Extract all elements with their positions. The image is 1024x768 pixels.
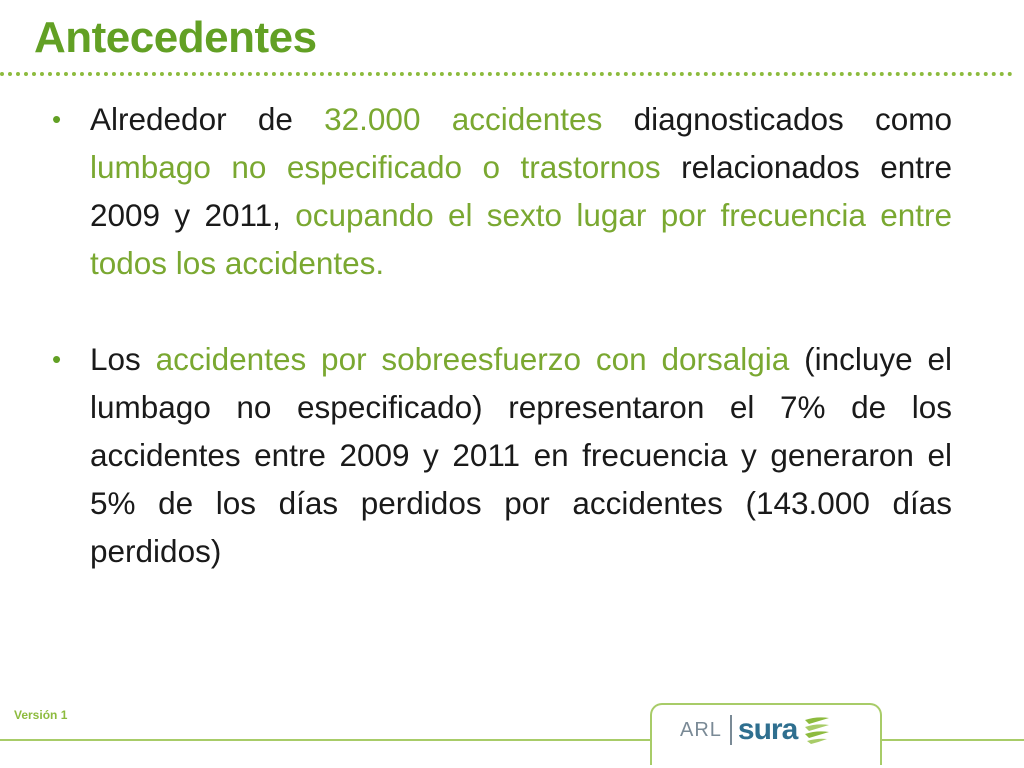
sura-wing-icon (801, 714, 831, 746)
version-label: Versión 1 (14, 708, 68, 722)
logo-sura-text: sura (737, 713, 798, 746)
bullet-text (90, 95, 952, 287)
highlighted-segment: 32.000 accidentes (324, 101, 603, 137)
text-segment: diagnosticados como (602, 101, 953, 137)
slide-title: Antecedentes (34, 13, 317, 62)
bullet-dot-icon: • (52, 104, 62, 134)
highlighted-segment: accidentes por sobreesfuerzo con dorsalgia (155, 341, 790, 377)
highlighted-segment: ocupando el sexto lugar por frecuencia entre todos los accidentes. (90, 197, 952, 281)
logo-arl-text: ARL (680, 718, 722, 741)
bullet-item-2 (52, 335, 952, 575)
arl-sura-logo (680, 712, 831, 748)
title-divider (0, 72, 1013, 76)
bullet-item-1 (52, 95, 952, 287)
text-segment: relacionados entre 2009 y 2011, (90, 149, 952, 233)
bullet-dot-icon: • (52, 344, 62, 374)
bullet-text (90, 335, 952, 575)
text-segment: Los (90, 341, 156, 377)
text-segment: (incluye el lumbago no especificado) representaron el 7% de los accidentes entre 2009 y 2011 en frecuencia y generaron el 5% de los días perdidos por accidentes (143.000 días perdidos) (90, 341, 952, 569)
logo-separator (730, 715, 732, 745)
highlighted-segment: lumbago no especificado o trastornos (90, 149, 661, 185)
text-segment: Alrededor de (90, 101, 325, 137)
bullet-list (52, 95, 952, 575)
